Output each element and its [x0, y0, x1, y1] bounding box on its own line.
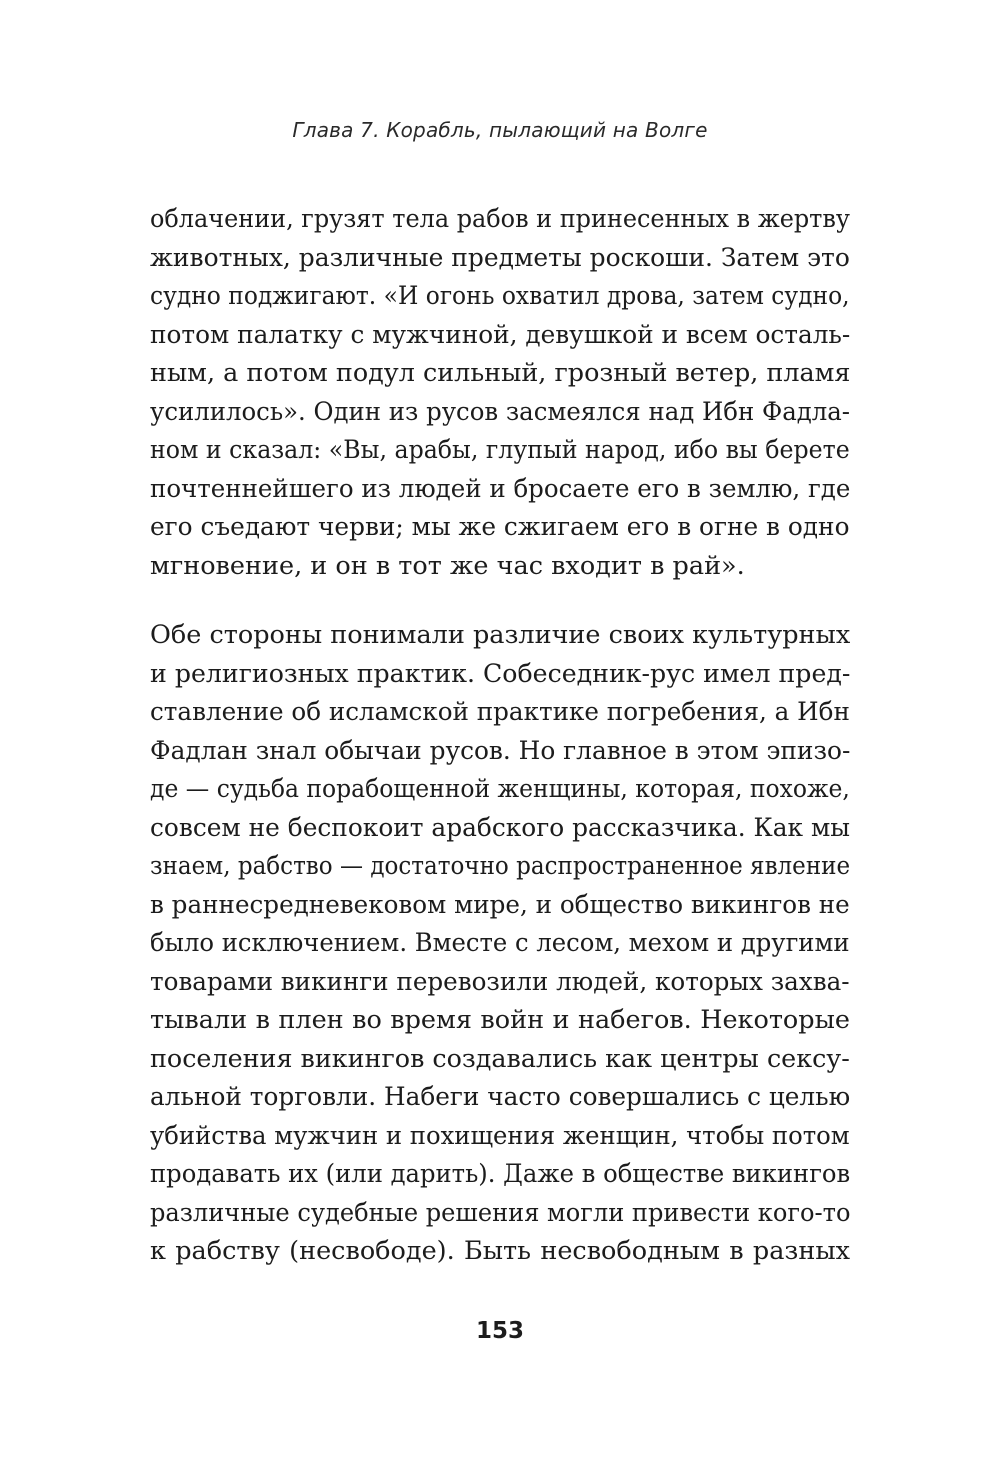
text-line: убийства мужчин и похищения женщин, чтобы потом: [150, 1120, 850, 1151]
text-line: альной торговли. Набеги часто совершались с целью: [150, 1082, 851, 1112]
paragraph-1: [150, 200, 850, 585]
text-line: ном и сказал: «Вы, арабы, глупый народ, ибо вы берете: [150, 435, 850, 465]
text-line: ставление об исламской практике погребения, а Ибн: [150, 697, 850, 727]
text-line: продавать их (или дарить). Даже в обществе викингов: [150, 1159, 851, 1189]
text-line: товарами викинги перевозили людей, которых захва-: [150, 966, 850, 997]
text-line: различные судебные решения могли привести кого-то: [150, 1197, 851, 1228]
paragraph-2: [150, 616, 850, 1271]
text-line: почтеннейшего из людей и бросаете его в землю, где: [150, 473, 851, 504]
text-line: усилилось». Один из русов засмеялся над Ибн Фадла-: [150, 396, 851, 427]
text-line: облачении, грузят тела рабов и принесенных в жертву: [150, 204, 850, 234]
text-line: в раннесредневековом мире, и общество викингов не: [150, 889, 850, 920]
text-line: и религиозных практик. Собеседник-рус имел пред-: [150, 658, 851, 689]
running-head: Глава 7. Корабль, пылающий на Волге: [292, 118, 708, 142]
text-line: животных, различные предметы роскоши. Затем это: [150, 242, 850, 273]
text-line: судно поджигают. «И огонь охватил дрова, затем судно,: [150, 281, 850, 311]
text-line: Обе стороны понимали различие своих культурных: [150, 620, 851, 650]
text-line: совсем не беспокоит арабского рассказчика. Как мы: [150, 812, 851, 843]
text-line: к рабству (несвободе). Быть несвободным в разных: [150, 1236, 850, 1266]
text-line: потом палатку с мужчиной, девушкой и всем осталь-: [150, 319, 851, 350]
text-line: его съедают черви; мы же сжигаем его в огне в одно: [150, 512, 850, 542]
text-line: Фадлан знал обычаи русов. Но главное в этом эпизо-: [150, 735, 851, 766]
text-line: поселения викингов создавались как центры сексу-: [150, 1043, 850, 1074]
text-line: де — судьба порабощенной женщины, которая, похоже,: [150, 774, 850, 804]
text-line: знаем, рабство — достаточно распространенное явление: [150, 851, 851, 881]
text-line: мгновение, и он в тот же час входит в рай».: [150, 550, 745, 581]
text-line: тывали в плен во время войн и набегов. Некоторые: [150, 1005, 850, 1035]
text-line: было исключением. Вместе с лесом, мехом и другими: [150, 928, 850, 958]
text-line: ным, а потом подул сильный, грозный ветер, пламя: [150, 358, 851, 388]
page-number: 153: [475, 1318, 524, 1344]
